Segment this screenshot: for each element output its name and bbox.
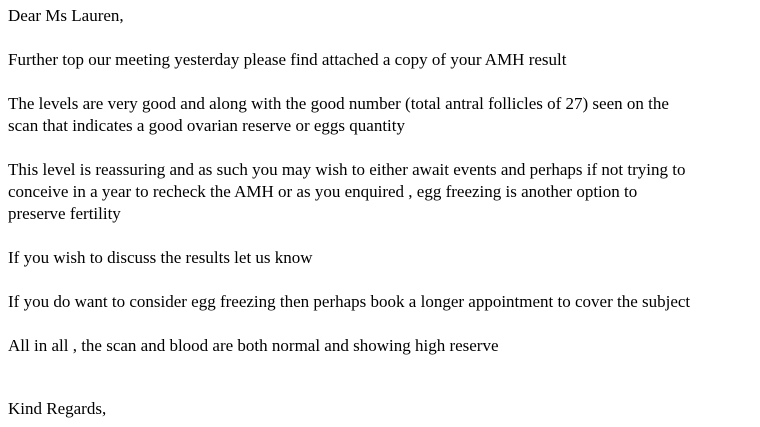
paragraph-discuss — [8, 247, 760, 269]
letter-line: Dear Ms Lauren, — [8, 6, 124, 25]
paragraph-intro — [8, 49, 760, 71]
paragraph-levels — [8, 93, 760, 137]
letter-line: If you wish to discuss the results let us know — [8, 248, 313, 267]
letter-line: preserve fertility — [8, 204, 121, 223]
letter-line: All in all , the scan and blood are both normal and showing high reserve — [8, 336, 499, 355]
letter-line: scan that indicates a good ovarian reserve or eggs quantity — [8, 116, 406, 135]
letter-line: The levels are very good and along with the good number (total antral follicles of 27) seen on the — [8, 94, 669, 113]
paragraph-summary — [8, 335, 760, 357]
letter-line: Further top our meeting yesterday please find attached a copy of your AMH result — [8, 50, 567, 69]
paragraph-egg-freezing — [8, 291, 760, 313]
letter-line: conceive in a year to recheck the AMH or as you enquired , egg freezing is another option to — [8, 182, 638, 201]
letter-line: Kind Regards, — [8, 399, 107, 418]
letter-line: This level is reassuring and as such you may wish to either await events and perhaps if not trying to — [8, 160, 686, 179]
letter-line: If you do want to consider egg freezing then perhaps book a longer appointment to cover the subject — [8, 292, 691, 311]
paragraph-signoff — [8, 398, 760, 420]
paragraph-reassurance — [8, 159, 760, 225]
paragraph-greeting — [8, 5, 760, 27]
